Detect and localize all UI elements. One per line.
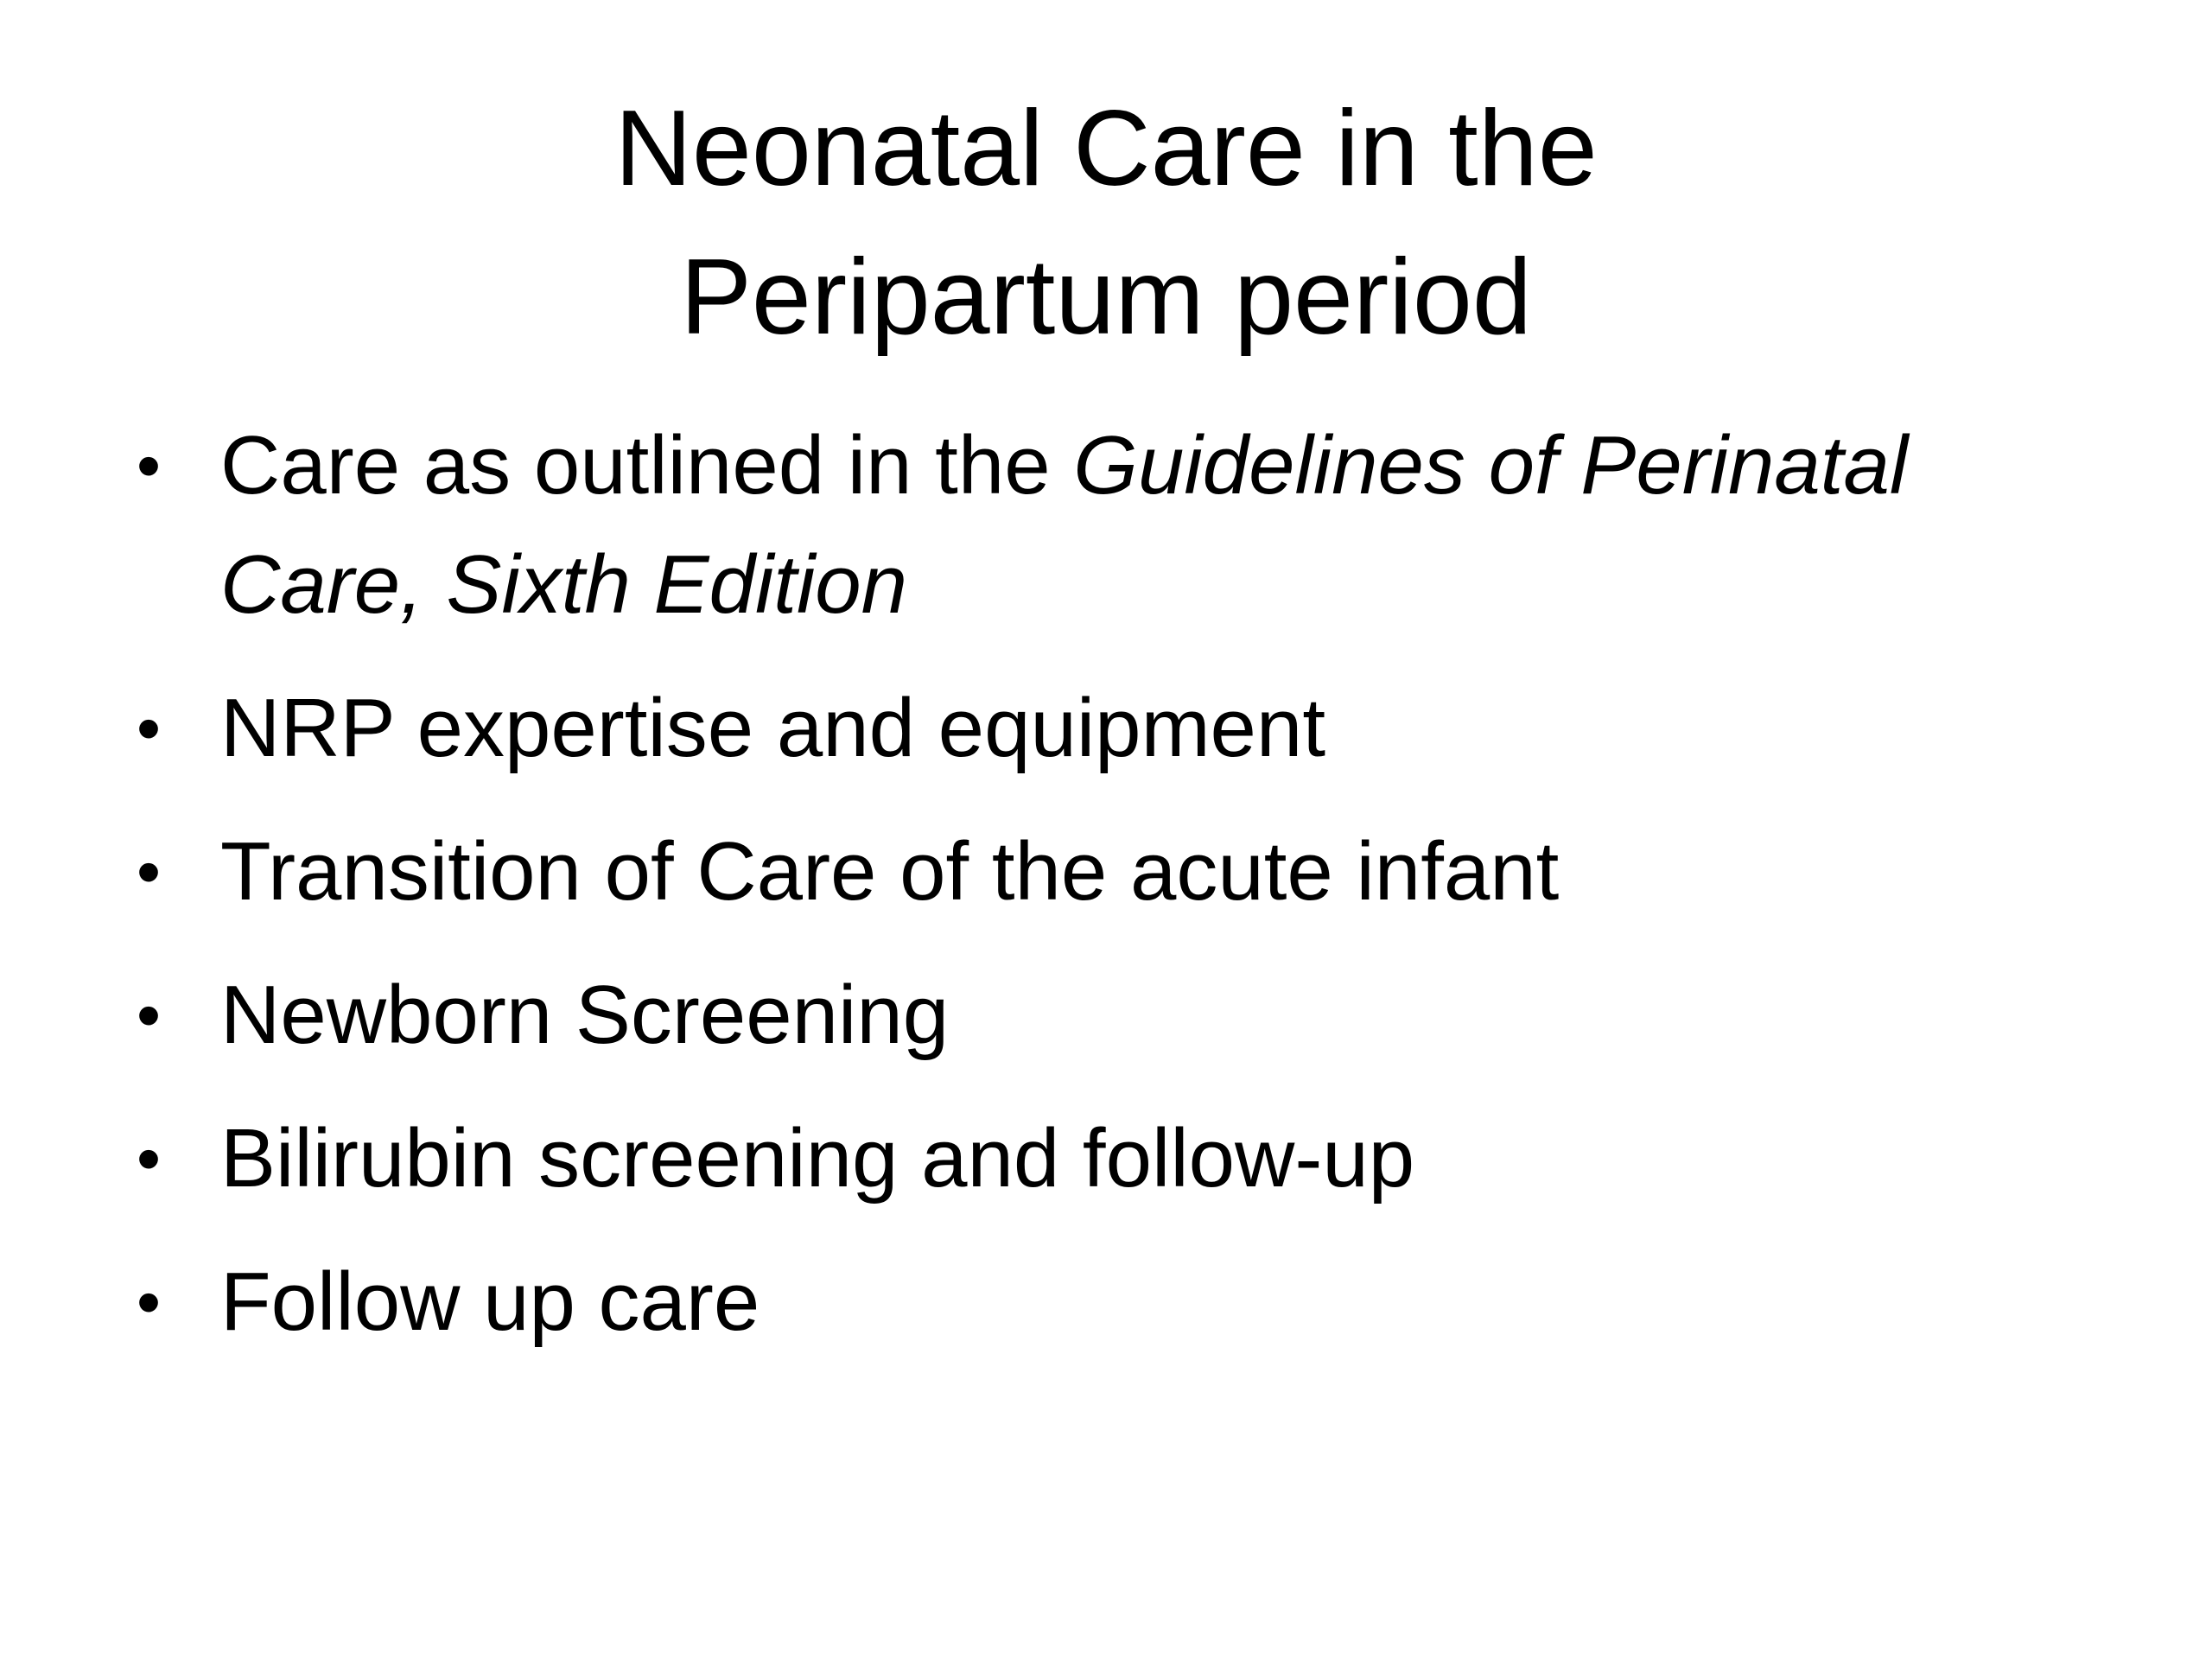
bullet-item-newborn-screening (130, 956, 2117, 1075)
bullet-text: Follow up care (220, 1255, 760, 1348)
bullet-text: Care as outlined in the (220, 419, 1074, 512)
bullet-item-follow-up (130, 1243, 2117, 1362)
bullet-dot-icon: • (137, 690, 162, 766)
bullet-item-guidelines (130, 406, 2117, 645)
bullet-text: NRP expertise and equipment (220, 682, 1325, 774)
bullet-dot-icon: • (137, 833, 162, 910)
bullet-dot-icon: • (137, 976, 162, 1053)
bullet-dot-icon: • (137, 427, 162, 504)
bullet-item-nrp (130, 669, 2117, 788)
bullet-item-transition (130, 812, 2117, 931)
bullet-dot-icon: • (137, 1120, 162, 1197)
bullet-text: Bilirubin screening and follow-up (220, 1112, 1415, 1205)
slide-title-line-1: Neonatal Care in the (614, 89, 1598, 208)
bullet-item-bilirubin (130, 1099, 2117, 1218)
bullet-list (130, 406, 2117, 1386)
bullet-dot-icon: • (137, 1263, 162, 1340)
bullet-text: Transition of Care of the acute infant (220, 825, 1560, 918)
bullet-text-italic-reference: Guidelines of Perinatal Care, Sixth Edition (220, 419, 1909, 631)
slide-title-line-2: Peripartum period (680, 238, 1532, 357)
slide-title (0, 74, 2212, 372)
bullet-text: Newborn Screening (220, 969, 950, 1061)
